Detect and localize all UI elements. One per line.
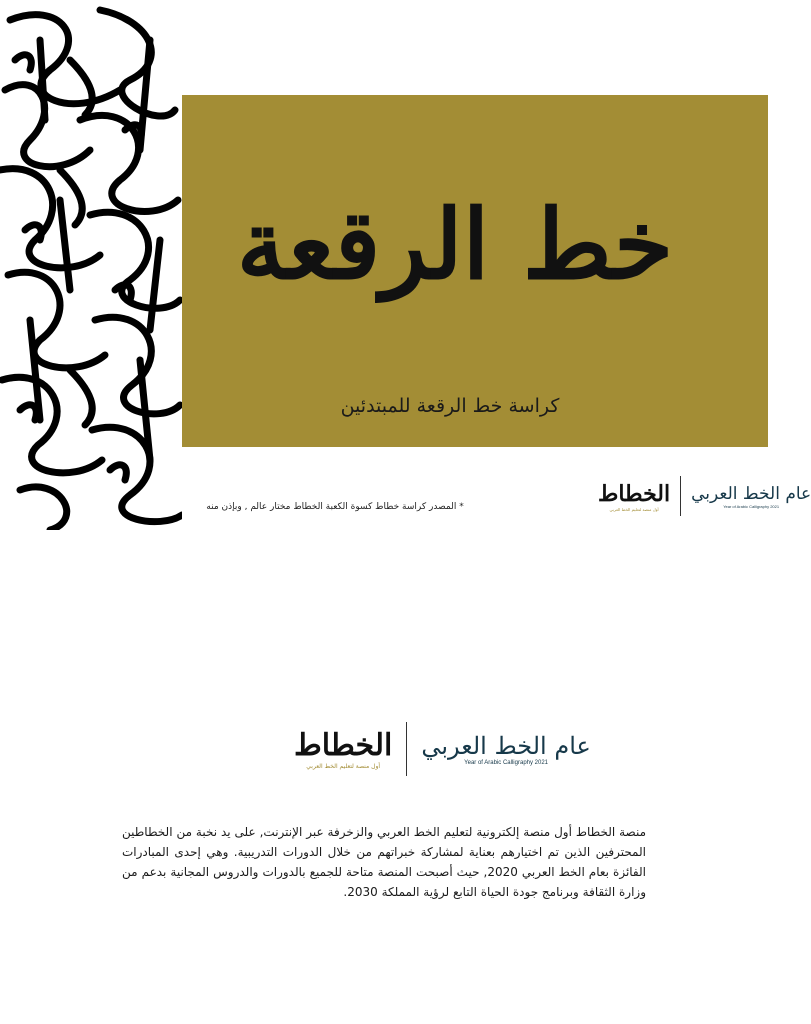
calligraphy-title: خط الرقعة [236,188,674,301]
calligraphy-pattern [0,0,182,530]
year-logo-caption: Year of Arabic Calligraphy 2021 [464,760,549,766]
platform-description: منصة الخطاط أول منصة إلكترونية لتعليم الخط العربي والزخرفة عبر الإنترنت, على يد نخبة من الخطاطين المحترفين الذين تم اختيارهم بعناية لمشاركة خبراتهم من خلال الدورات التدريبية. وهي إحدى المبادرات الفائزة بعام الخط العربي 2020, حيث أصبحت المنصة متاحة للجميع بالدورات والدروس المجانية بدعم من وزارة الثقافة وبرنامج جودة الحياة التابع لرؤية المملكة 2030. [122,825,646,899]
khattat-logo-tagline: أول منصة لتعليم الخط العربي [609,506,659,512]
khattat-logo-tagline: أول منصة لتعليم الخط العربي [306,763,381,770]
year-logo-mark: عام الخط العربي [691,483,811,504]
logo-divider [680,476,681,516]
khattat-logo-mark: الخطاط [294,728,393,763]
source-note: * المصدر كراسة خطاط كسوة الكعبة الخطاط مختار عالم , وبإذن منه [206,502,464,512]
year-logo-caption: Year of Arabic Calligraphy 2021 [723,503,780,509]
year-of-calligraphy-logo [691,484,811,509]
logo-divider [406,722,407,776]
year-of-calligraphy-logo [421,732,591,766]
cover-subtitle: كراسة خط الرقعة للمبتدئين [340,395,560,417]
khattat-logo [598,481,670,512]
khattat-logo [294,728,392,770]
logo-group-about [294,722,591,776]
logo-group-cover [598,476,811,516]
khattat-logo-mark: الخطاط [598,480,671,507]
year-logo-mark: عام الخط العربي [421,732,591,760]
